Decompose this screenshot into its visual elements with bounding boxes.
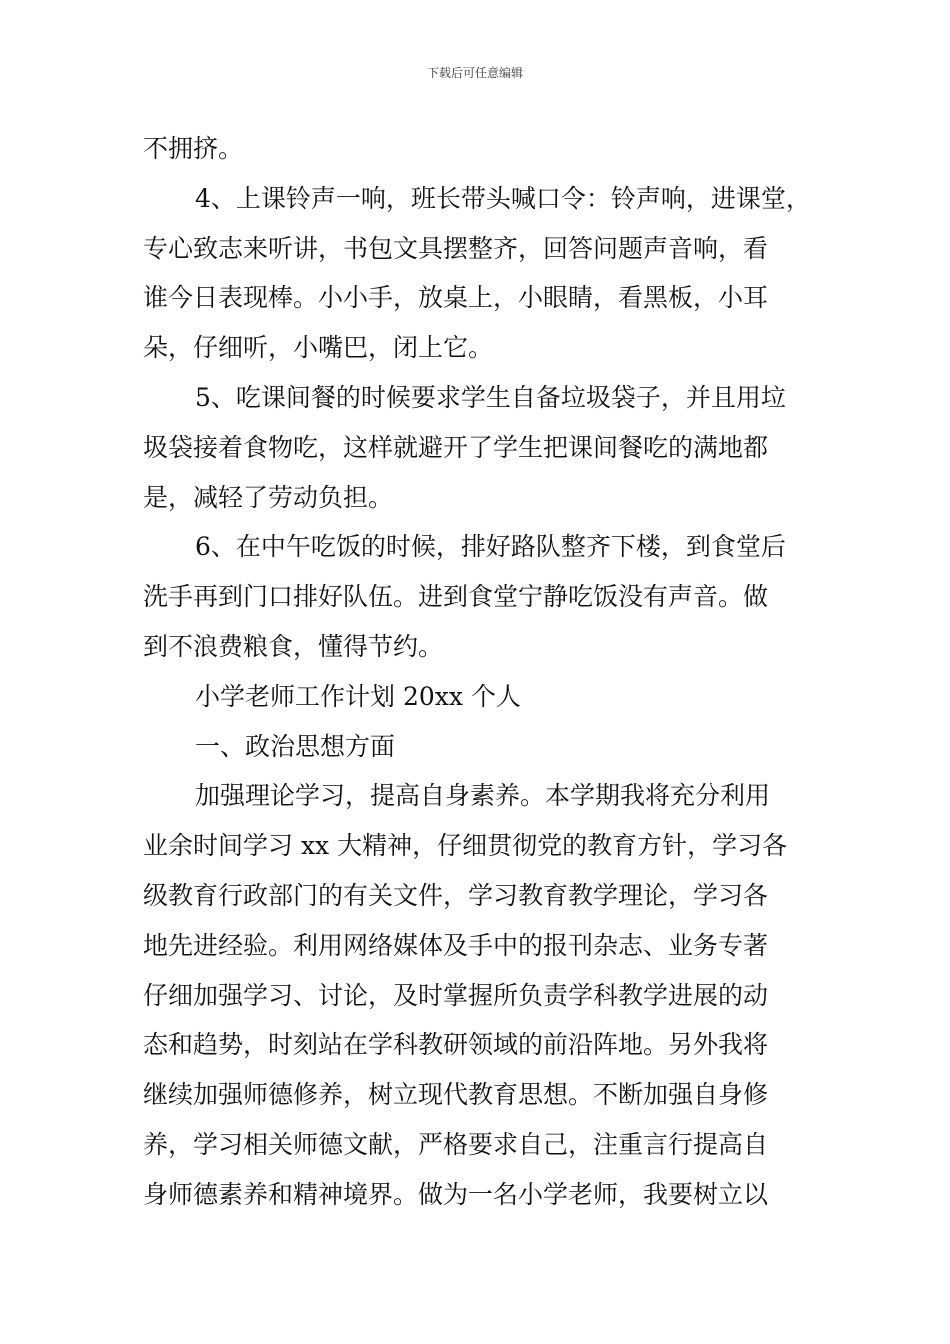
download-note-header: 下载后可任意编辑 [426, 66, 523, 80]
text-line: 4、上课铃声一响，班长带头喊口令：铃声响，进课堂， [195, 183, 811, 213]
text-line: 洗手再到门口排好队伍。进到食堂宁静吃饭没有声音。做 [143, 582, 769, 612]
text-line: 地先进经验。利用网络媒体及手中的报刊杂志、业务专著 [143, 930, 769, 960]
text-line: 级教育行政部门的有关文件，学习教育教学理论，学习各 [143, 880, 769, 910]
section-heading: 一、政治思想方面 [195, 731, 396, 761]
text-line: 不拥挤。 [143, 134, 244, 163]
text-line: 业余时间学习 xx 大精神，仔细贯彻党的教育方针，学习各 [143, 831, 788, 861]
text-line: 继续加强师德修养，树立现代教育思想。不断加强自身修 [143, 1080, 769, 1110]
section-title: 小学老师工作计划 20xx 个人 [195, 681, 521, 711]
text-line: 圾袋接着食物吃，这样就避开了学生把课间餐吃的满地都 [143, 432, 769, 462]
text-line: 态和趋势，时刻站在学科教研领域的前沿阵地。另外我将 [143, 1030, 769, 1060]
text-line: 5、吃课间餐的时候要求学生自备垃圾袋子，并且用垃 [195, 382, 786, 412]
text-line: 专心致志来听讲，书包文具摆整齐，回答问题声音响，看 [143, 233, 769, 263]
text-line: 仔细加强学习、讨论，及时掌握所负责学科教学进展的动 [143, 980, 769, 1010]
text-line: 身师德素养和精神境界。做为一名小学老师，我要树立以 [143, 1179, 769, 1209]
text-line: 加强理论学习，提高自身素养。本学期我将充分利用 [195, 781, 771, 811]
document-body [143, 124, 811, 1220]
text-line: 是，减轻了劳动负担。 [143, 482, 394, 512]
text-line: 谁今日表现棒。小小手，放桌上，小眼睛，看黑板，小耳 [143, 283, 769, 313]
text-line: 养，学习相关师德文献，严格要求自己，注重言行提高自 [143, 1129, 769, 1159]
text-line: 到不浪费粮食，懂得节约。 [143, 631, 444, 661]
text-line: 朵，仔细听，小嘴巴，闭上它。 [143, 333, 494, 363]
text-line: 6、在中午吃饭的时候，排好路队整齐下楼，到食堂后 [195, 532, 786, 562]
